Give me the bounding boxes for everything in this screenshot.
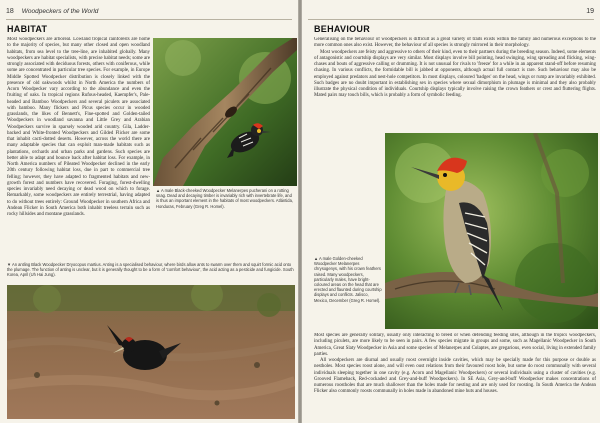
header-rule-right — [308, 19, 594, 20]
habitat-paragraph: Most woodpeckers are arboreal. Lowland tropical rainforests are home to the majority of species, but many other closed and open woodland habitats, from sea level to the tree-line, are inhabited globally. Many woodpeckers are habitat specialists, with precise habitat needs; some are strongly associated with deciduous forests, others with coniferous, while some are concentrated in particular tree species. For example, in Europe Middle Spotted Woodpecker distribution is closely linked with the presence of old oakwoods whilst in North America the numbers of Acorn Woodpecker vary according to the abundance and even the fruiting of oaks. In tropical regions Rufous-headed, Kaempfer's, Pale-headed and Bamboo Woodpeckers and several piculets are associated with bamboo. Many flickers and Picus species occur in wooded grasslands, the likes of Bennett's, Fine-spotted and Golden-tailed Woodpeckers in woodland savanna and Little Grey and Arabian Woodpeckers survive in sparsely wooded arid country. Gila, Ladder-backed and White-fronted Woodpeckers and Gilded Flicker are some that inhabit cacti-dotted deserts. However, across the world there are many adaptable species that can exploit man-made habitats such as plantations, orchards and urban parks and gardens. Such species are better able to adapt and bounce back after habitat loss. For example, in North America numbers of Pileated Woodpecker declined in the early 20th century following habitat loss, due in part to commercial tree felling; however, they have adapted to fragmented habitats and new-growth forest and numbers have recovered. Foraging, forest-dwelling species invariably need decaying or dead wood on which to forage. Remarkably, some woodpeckers are entirely terrestrial, having adapted to do without trees entirely: Ground Woodpecker in southern Africa and Andean Flicker in South America both inhabit treeless terrain such as rocky hillsides and montane grasslands. — [7, 37, 150, 217]
behaviour-body-text-bottom — [314, 333, 596, 421]
caption-black-cheeked-woodpecker: ▲ A male Black-cheeked Woodpecker Melanerpes pucherani on a rotting snag. Dead and decaying timber is invariably rich with invertebrate life, and is thus an important element in the habitats of most woodpeckers. Atlántida, Honduras, February (Greg R. Homel). — [156, 188, 293, 209]
left-page-number: 18 — [6, 7, 14, 15]
behaviour-body-text-top — [314, 37, 596, 131]
left-page — [0, 0, 298, 423]
header-rule — [6, 19, 292, 20]
behaviour-paragraph-1: Generalising on the behaviour of woodpeckers is difficult as a great variety of traits exists within the family and numerous exceptions to the more common ones also exist. However, the behaviour of all species is strongly mirrored in their morphology. — [314, 37, 596, 49]
photo-black-woodpecker-anting — [7, 285, 295, 419]
section-title-habitat: HABITAT — [7, 24, 48, 34]
behaviour-paragraph-3: Most species are generally solitary, usually only interacting to breed or when defending feeding sites, although in the tropics woodpeckers, including piculets, are more likely to be seen in pairs. A few species migrate in groups and some, such as Magellanic Woodpecker in South America, Great Slaty Woodpecker in Asia and some species of Melanerpes and Colaptes, are gregarious, even social, living in extended family parties. — [314, 333, 596, 357]
right-page — [302, 0, 600, 423]
left-running-head — [6, 4, 292, 18]
right-running-head — [308, 4, 594, 18]
habitat-body-text — [7, 37, 150, 260]
photo-golden-cheeked-woodpecker — [385, 133, 598, 329]
behaviour-paragraph-4: All woodpeckers are diurnal and usually roost overnight inside cavities, which may be specially made for this purpose or double as nestholes. Most species roost alone, and will even oust relations from their favoured roost hole, but some do roost communally with several individuals sleeping together in one cavity (e.g. Acorn and Magellanic Woodpeckers) or several individuals using a cluster of cavities (e.g. Grooved Flameback, Red-cockaded and Grey-and-buff Woodpeckers). In SE Asia, Grey-and-buff Woodpecker makes concentrations of numerous roostholes that are much shallower than the holes made for nesting and are only used for roosting. In South America the Andean Flicker also commonly roosts communally in holes made in abandoned mine huts and houses. — [314, 358, 596, 395]
caption-golden-cheeked-woodpecker: ▲ A male Golden-cheeked Woodpecker Melanerpes chrysogenys, with his crown feathers raised. Many woodpeckers, particularly males, have bright-coloured areas on the head that are erected and flaunted during courtship displays and conflicts. Jalisco, Mexico, December (Greg R. Homel). — [314, 256, 382, 303]
behaviour-paragraph-2: Most woodpeckers are feisty and aggressive to others of their kind, even to their partners during the breeding season. Indeed, some elements of antagonistic and courtship displays are very similar. Most displays involve bill pointing, head swinging, wing spreading and flicking, wing-chases and bouts of aggressive calling or drumming. It is not unusual for rivals to 'freeze' for a while in an apparent stand-off before resuming chasing. In various conflicts, the formidable bill is jabbed at opponents, although actual full contact is rare. Such behaviour may also be employed against predators and nest-hole competitors. In most displays, coloured 'badges' on the head, wings or rump are invariably exhibited. Such badges are no doubt important in establishing sex in species where sexual dimorphism in plumage is minimal and they also probably illustrate the physical condition of individuals. Courtship displays typically involve raising the crown feathers or crest and fluttering flights. Mated pairs may touch bills, which is probably a form of symbolic feeding. — [314, 49, 596, 99]
photo-black-cheeked-woodpecker — [153, 38, 297, 186]
right-page-number: 19 — [586, 7, 594, 15]
book-title: Woodpeckers of the World — [21, 7, 99, 15]
caption-black-woodpecker: ▼ An antling Black Woodpecker Dryocopus martius. Anting is a specialised behaviour, where birds allow ants to swarm over them and squirt formic acid onto the plumage. The function of anting is unclear, but it is generally thought to be a form of 'comfort behaviour', the acid acting as a pesticide and fungicide. South Korea, April (Uh Hai Jung). — [7, 262, 294, 278]
section-title-behaviour: BEHAVIOUR — [314, 24, 371, 34]
